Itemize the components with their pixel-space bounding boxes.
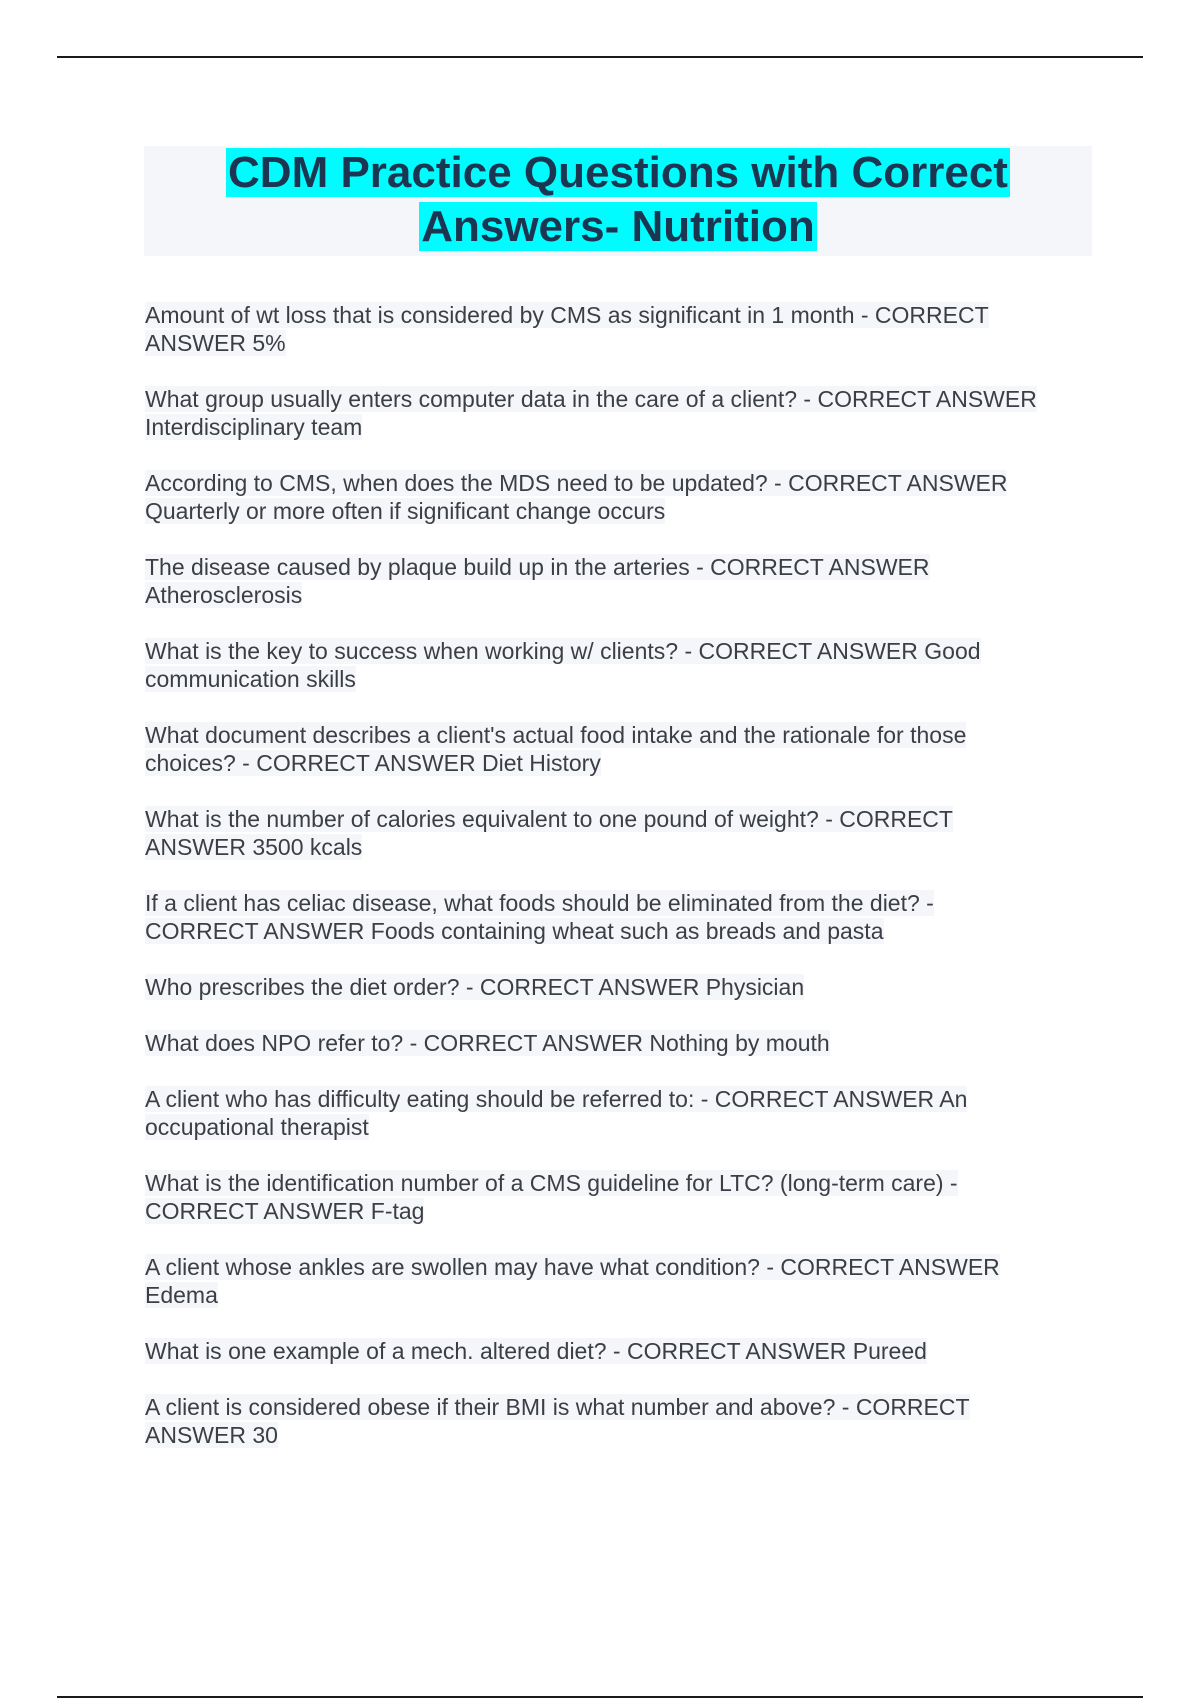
question-item: What is the key to success when working w/ clients? - CORRECT ANSWER Good communication skills	[145, 638, 981, 692]
document-title	[144, 146, 1092, 256]
bottom-rule	[57, 1696, 1143, 1698]
question-item: The disease caused by plaque build up in the arteries - CORRECT ANSWER Atherosclerosis	[145, 554, 930, 608]
question-item: According to CMS, when does the MDS need to be updated? - CORRECT ANSWER Quarterly or more often if significant change occurs	[145, 470, 1008, 524]
question-item: What is one example of a mech. altered diet? - CORRECT ANSWER Pureed	[145, 1338, 927, 1364]
question-item: What group usually enters computer data in the care of a client? - CORRECT ANSWER Interdisciplinary team	[145, 386, 1037, 440]
question-item: If a client has celiac disease, what foods should be eliminated from the diet? - CORRECT ANSWER Foods containing wheat such as breads and pasta	[145, 890, 934, 944]
title-line-2: Answers- Nutrition	[421, 202, 815, 251]
question-item: Who prescribes the diet order? - CORRECT ANSWER Physician	[145, 974, 805, 1000]
question-item: Amount of wt loss that is considered by CMS as significant in 1 month - CORRECT ANSWER 5%	[145, 302, 989, 356]
question-item: A client who has difficulty eating should be referred to: - CORRECT ANSWER An occupational therapist	[145, 1086, 968, 1140]
question-item: A client whose ankles are swollen may have what condition? - CORRECT ANSWER Edema	[145, 1254, 1000, 1308]
top-rule	[57, 56, 1143, 58]
question-list	[145, 301, 1095, 1477]
question-item: What is the identification number of a CMS guideline for LTC? (long-term care) - CORRECT ANSWER F-tag	[145, 1170, 958, 1224]
title-line-1: CDM Practice Questions with Correct	[228, 148, 1008, 197]
question-item: A client is considered obese if their BMI is what number and above? - CORRECT ANSWER 30	[145, 1394, 970, 1448]
question-item: What is the number of calories equivalent to one pound of weight? - CORRECT ANSWER 3500 kcals	[145, 806, 953, 860]
question-item: What document describes a client's actual food intake and the rationale for those choices? - CORRECT ANSWER Diet History	[145, 722, 967, 776]
question-item: What does NPO refer to? - CORRECT ANSWER Nothing by mouth	[145, 1030, 830, 1056]
